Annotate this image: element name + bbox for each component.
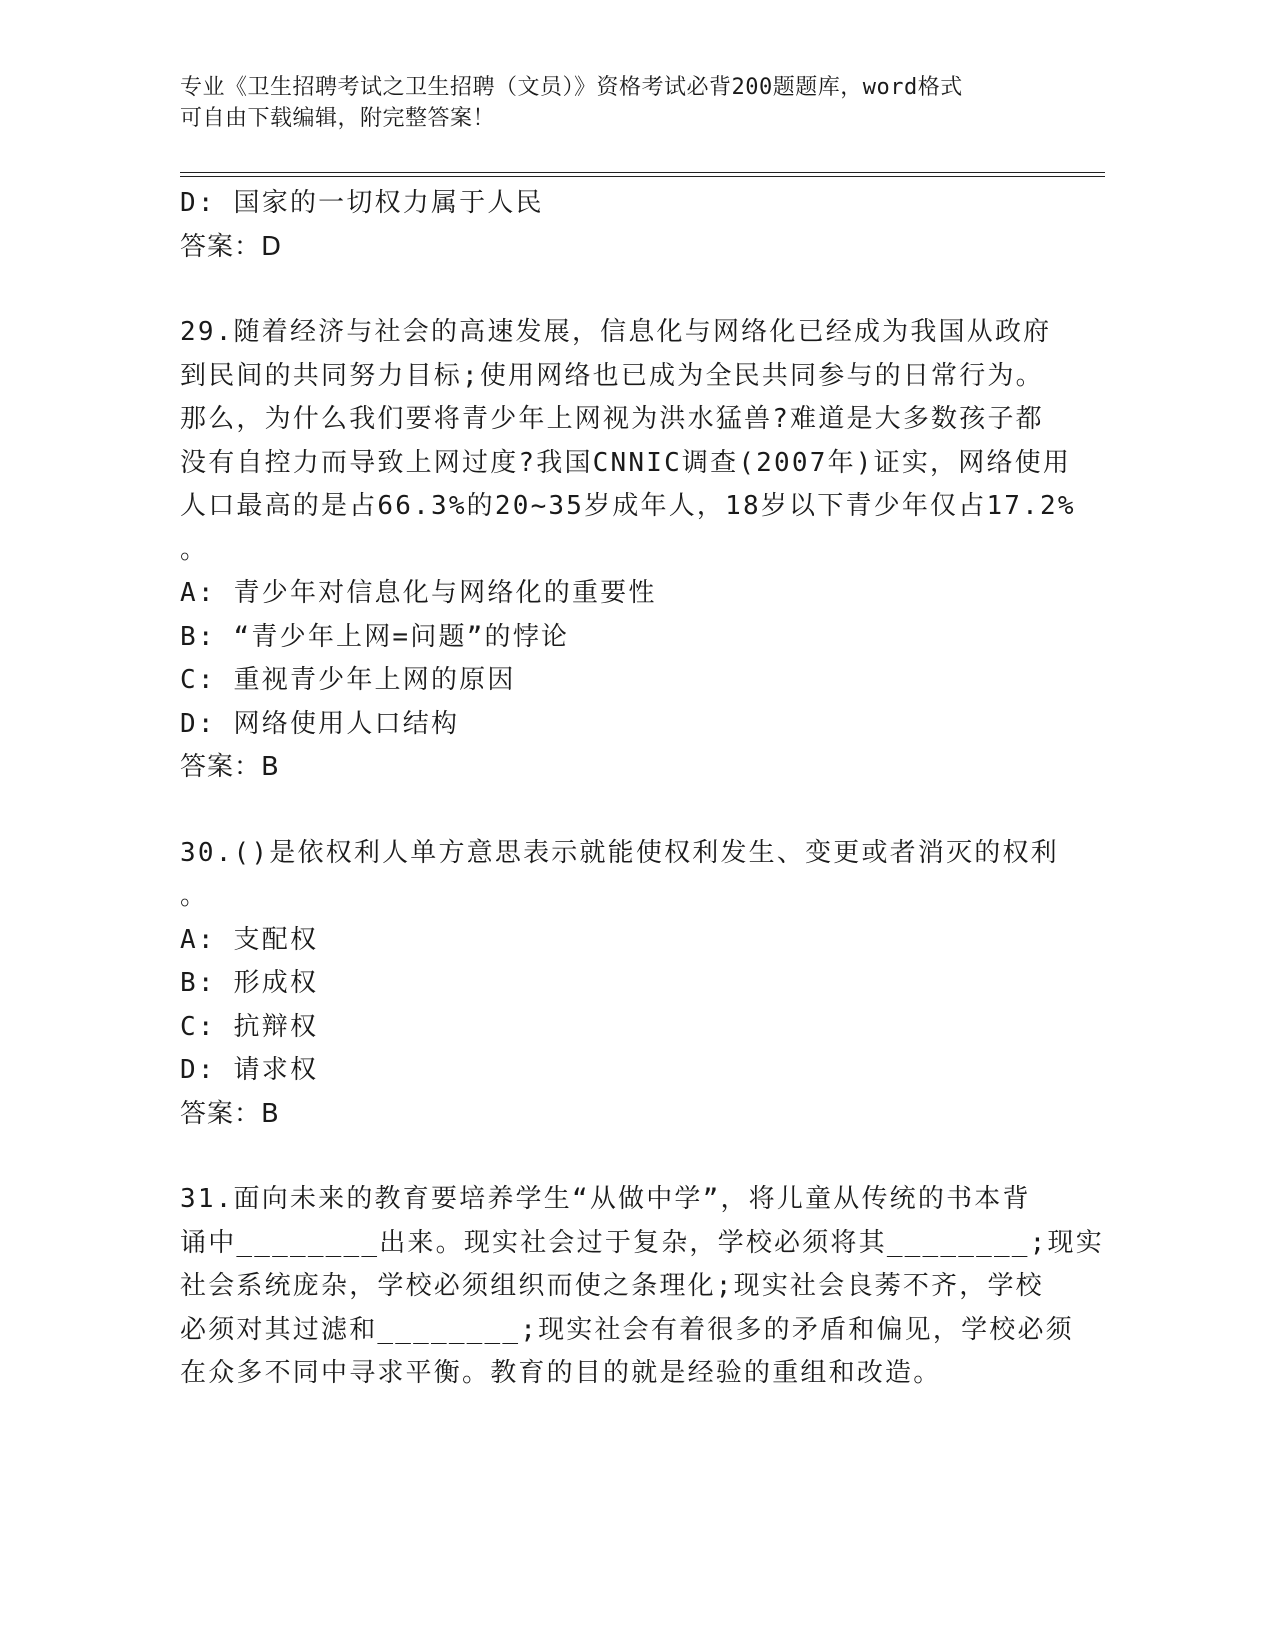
question-31 (180, 1178, 1104, 1396)
q29-answer: 答案：B (180, 752, 280, 782)
q29-option-d: D: 网络使用人口结构 (180, 708, 460, 739)
q30-option-d: D: 请求权 (180, 1055, 319, 1085)
q29-stem-line-5: 人口最高的是占66.3%的20~35岁成年人，18岁以下青少年仅占17.2% (180, 491, 1076, 521)
header-line-1: 专业《卫生招聘考试之卫生招聘（文员）》资格考试必背200题题库，word格式 (180, 75, 963, 100)
q29-stem-line-3: 那么，为什么我们要将青少年上网视为洪水猛兽?难道是大多数孩子都 (180, 404, 1044, 434)
q29-stem-line-4: 没有自控力而导致上网过度?我国CNNIC调查(2007年)证实，网络使用 (180, 447, 1072, 478)
page-header (180, 72, 1040, 134)
q31-stem-line-3: 社会系统庞杂，学校必须组织而使之条理化;现实社会良莠不齐，学校 (180, 1271, 1044, 1301)
q31-stem-line-2: 诵中________出来。现实社会过于复杂，学校必须将其________;现实 (180, 1227, 1104, 1258)
q30-option-c: C: 抗辩权 (180, 1011, 319, 1042)
prev-option-d: D: 国家的一切权力属于人民 (180, 188, 544, 218)
q30-option-a: A: 支配权 (180, 924, 319, 955)
q30-answer: 答案：B (180, 1098, 280, 1129)
q29-option-a: A: 青少年对信息化与网络化的重要性 (180, 578, 657, 608)
q30-option-b: B: 形成权 (180, 968, 319, 998)
q30-stem-line-2: 。 (180, 881, 209, 911)
q30-stem-line-1: 30.()是依权利人单方意思表示就能使权利发生、变更或者消灭的权利 (180, 837, 1059, 868)
prev-answer: 答案：D (180, 231, 283, 262)
document-body (180, 182, 1104, 1396)
question-29 (180, 311, 1076, 790)
header-rule-bottom (180, 176, 1105, 177)
question-30 (180, 832, 1059, 1137)
q29-stem-line-1: 29.随着经济与社会的高速发展，信息化与网络化已经成为我国从政府 (180, 317, 1052, 347)
q31-stem-line-5: 在众多不同中寻求平衡。教育的目的就是经验的重组和改造。 (180, 1358, 942, 1388)
q29-option-c: C: 重视青少年上网的原因 (180, 665, 516, 695)
q29-stem-line-2: 到民间的共同努力目标;使用网络也已成为全民共同参与的日常行为。 (180, 360, 1044, 391)
header-rule-top (180, 172, 1105, 173)
q31-stem-line-4: 必须对其过滤和________;现实社会有着很多的矛盾和偏见，学校必须 (180, 1314, 1074, 1345)
header-line-2: 可自由下载编辑，附完整答案！ (180, 106, 496, 131)
q29-stem-line-6: 。 (180, 534, 209, 565)
q29-option-b: B: “青少年上网=问题”的悖论 (180, 621, 570, 652)
q31-stem-line-1: 31.面向未来的教育要培养学生“从做中学”，将儿童从传统的书本背 (180, 1184, 1031, 1214)
